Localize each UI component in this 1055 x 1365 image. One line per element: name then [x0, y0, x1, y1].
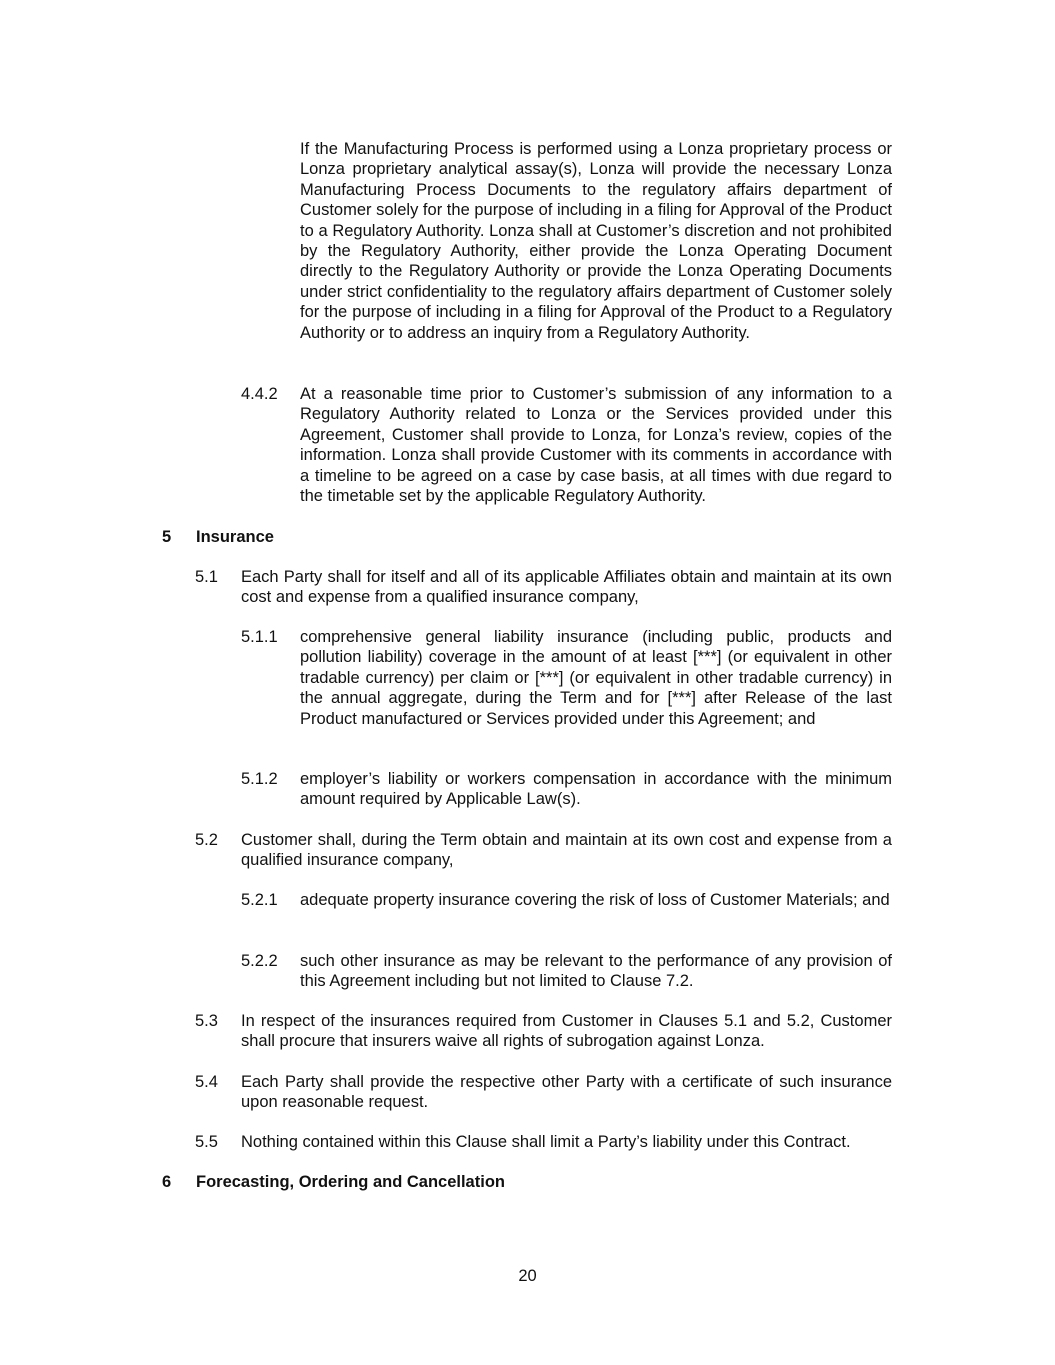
clause-text-5-2-1: adequate property insurance covering the risk of loss of Customer Materials; and [300, 891, 890, 909]
clause-number-5-2-2: 5.2.2 [241, 952, 278, 970]
clause-number-5-3: 5.3 [195, 1012, 218, 1030]
clause-text-5-1-1: comprehensive general liability insurance (including public, products and pollution liability) coverage in the amount of at least [***] (or equivalent in other tradable currency) per claim or [***] (or equivalent in other tradable currency) in the annual aggregate, during the Term and for [***] after Release of the last Product manufactured or Services provided under this Agreement; and [300, 628, 892, 728]
section-number-6: 6 [162, 1173, 172, 1191]
clause-number-5-2: 5.2 [195, 831, 218, 849]
clause-text-5-1-2: employer’s liability or workers compensation in accordance with the minimum amount required by Applicable Law(s). [300, 770, 892, 809]
clause-number-5-1-2: 5.1.2 [241, 770, 278, 788]
intro-paragraph: If the Manufacturing Process is performed using a Lonza proprietary process or Lonza proprietary analytical assay(s), Lonza will provide the necessary Lonza Manufacturing Process Documents to the regulatory affairs department of Customer solely for the purpose of including in a filing for Approval of the Product to a Regulatory Authority. Lonza shall at Customer’s discretion and not prohibited by the Regulatory Authority, either provide the Lonza Operating Document directly to the Regulatory Authority or provide the Lonza Operating Documents under strict confidentiality to the regulatory affairs department of Customer solely for the purpose of including in a filing for Approval of the Product to a Regulatory Authority or to address an inquiry from a Regulatory Authority. [300, 140, 892, 342]
clause-number-5-5: 5.5 [195, 1133, 218, 1151]
section-title-insurance: Insurance [196, 528, 274, 546]
clause-text-5-2-2: such other insurance as may be relevant to the performance of any provision of this Agreement including but not limited to Clause 7.2. [300, 952, 892, 991]
section-number-5: 5 [162, 528, 172, 546]
clause-text-5-3: In respect of the insurances required from Customer in Clauses 5.1 and 5.2, Customer shall procure that insurers waive all rights of subrogation against Lonza. [241, 1012, 892, 1051]
clause-text-4-4-2: At a reasonable time prior to Customer’s submission of any information to a Regulatory Authority related to Lonza or the Services provided under this Agreement, Customer shall provide to Lonza, for Lonza’s review, copies of the information. Lonza shall provide Customer with its comments in accordance with a timeline to be agreed on a case by case basis, at all times with due regard to the timetable set by the applicable Regulatory Authority. [300, 385, 892, 506]
clause-number-5-4: 5.4 [195, 1073, 218, 1091]
clause-text-5-2: Customer shall, during the Term obtain and maintain at its own cost and expense from a qualified insurance company, [241, 831, 892, 870]
clause-number-5-1-1: 5.1.1 [241, 628, 278, 646]
section-title-forecasting: Forecasting, Ordering and Cancellation [196, 1173, 505, 1191]
clause-number-4-4-2: 4.4.2 [241, 385, 278, 403]
clause-text-5-1: Each Party shall for itself and all of its applicable Affiliates obtain and maintain at its own cost and expense from a qualified insurance company, [241, 568, 892, 607]
clause-text-5-4: Each Party shall provide the respective other Party with a certificate of such insurance upon reasonable request. [241, 1073, 892, 1112]
clause-number-5-1: 5.1 [195, 568, 218, 586]
page-number: 20 [518, 1267, 537, 1285]
clause-text-5-5: Nothing contained within this Clause shall limit a Party’s liability under this Contract. [241, 1133, 851, 1151]
clause-number-5-2-1: 5.2.1 [241, 891, 278, 909]
